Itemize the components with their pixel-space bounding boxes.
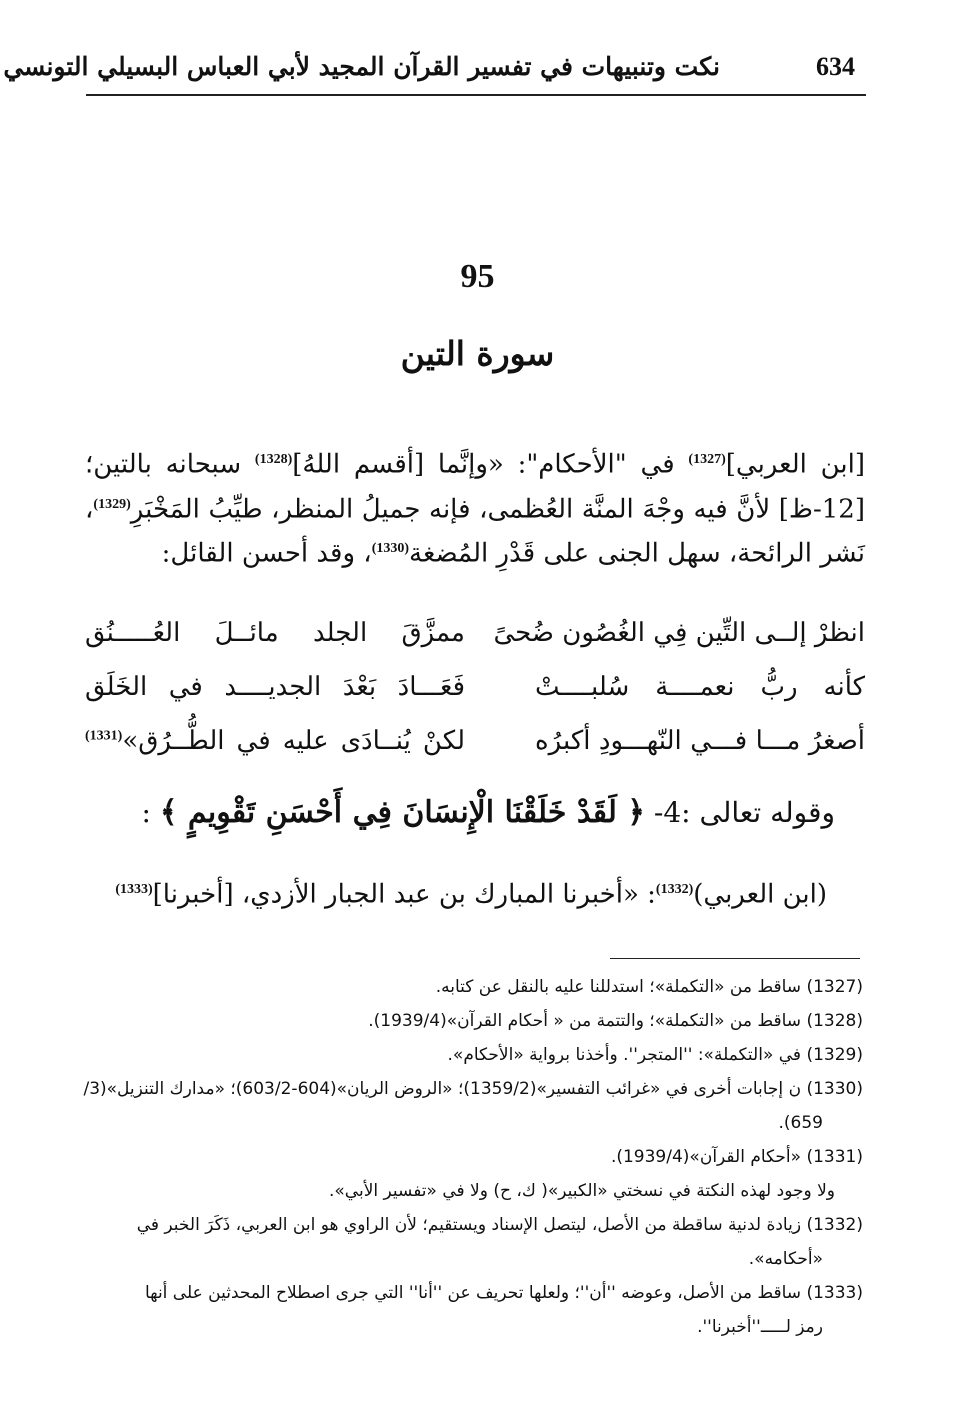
footnote-ref[interactable]: (1327) <box>688 452 726 467</box>
footnote: (1327) ساقط من «التكملة»؛ استدللنا عليه بالنقل عن كتابه. <box>435 977 863 997</box>
section-number: 95 <box>460 258 495 295</box>
poem-verse <box>85 726 865 768</box>
verse-first-half: أصغرُ مـــا فـــي النّهـــودِ أكبرُه <box>535 726 865 756</box>
paragraph-line: [12-ظ] لأنَّ فيه وجْهَ المنَّة العُظمى، فإنه جميلُ المنظر، طيِّبُ المَخْبَرِ$^{(1329)}$، <box>85 494 865 525</box>
footnote-ref[interactable]: (1328) <box>254 452 293 467</box>
footnote-continuation: رمز لـــــ''أخبرنا''. <box>697 1317 823 1337</box>
paragraph-line: (ابن العربي)$^{(1332)}$: «أخبرنا المبارك بن عبد الجبار الأزدي، [أخبرنا]$^{(1333)}$ <box>115 879 827 910</box>
footnote: (1328) ساقط من «التكملة»؛ والتتمة من « أحكام القرآن»(1939/4). <box>368 1011 863 1031</box>
ayah-text: ﴿ لَقَدْ خَلَقْنَا الْإِنسَانَ فِي أَحْسَنِ تَقْوِيمٍ ﴾ <box>159 795 645 830</box>
verse-second-half: فَعَـــادَ بَعْدَ الجديــــد في الخَلَق <box>85 672 465 702</box>
footnote: (1331) «أحكام القرآن»(1939/4). <box>610 1147 863 1167</box>
footnote: (1330) ن إجابات أخرى في «غرائب التفسير»(1359/2)؛ «الروض الريان»(604-603/2)؛ «مدارك التنزيل»(3/ <box>83 1079 863 1099</box>
verse-second-half: ممزَّقَ الجلد مائــلَ العُـــــنُق <box>85 618 465 648</box>
verse-intro: وقوله تعالى :4- <box>653 796 835 829</box>
footnote-continuation: 659). <box>778 1113 823 1133</box>
footnote-ref[interactable]: (1330) <box>371 541 410 557</box>
running-title: نكت وتنبيهات في تفسير القرآن المجيد لأبي العباس البسيلي التونسي <box>3 52 720 81</box>
footnote-divider <box>610 958 860 959</box>
footnote-ref[interactable]: (1333) <box>115 882 153 897</box>
verse-second-half: لكنْ يُنــادَى عليه في الطُّــرُق»$^{(1331)}$ <box>85 726 465 756</box>
verse-first-half: كأنه ربُّ نعمــــة سُلبــــتْ <box>535 672 865 702</box>
narration-paragraph <box>85 870 827 915</box>
quran-verse-line: وقوله تعالى :4- ﴿ لَقَدْ خَلَقْنَا الْإِنسَانَ فِي أَحْسَنِ تَقْوِيمٍ ﴾ : <box>141 795 835 830</box>
paragraph-line: [ابن العربي]$^{(1327)}$ في "الأحكام": «وإنَّما [أقسم اللهُ]$^{(1328)}$ سبحانه بالتين؛ <box>85 449 866 480</box>
poem-verse <box>85 672 865 714</box>
page-number: 634 <box>816 52 855 81</box>
verse-first-half: انظرْ إلــى التِّين فِي الغُصُون ضُحىً <box>493 618 865 648</box>
footnote-continuation: «أحكامه». <box>748 1249 823 1269</box>
footnote-ref[interactable]: (1329) <box>93 496 131 512</box>
paragraph-line: نَشر الرائحة، سهل الجنى على قَدْرِ المُضغة$^{(1330)}$، وقد أحسن القائل: <box>161 538 865 569</box>
footnote-ref[interactable]: (1332) <box>655 882 694 897</box>
footnote: (1332) زيادة لدنية ساقطة من الأصل، ليتصل الإسناد ويستقيم؛ لأن الراوي هو ابن العربي، ذَكَرَ الخبر في <box>136 1215 863 1235</box>
footnotes <box>83 970 863 1344</box>
section-title: سورة التين <box>400 334 555 373</box>
intro-paragraph <box>85 440 865 574</box>
footnote: (1333) ساقط من الأصل، وعوضه ''أن''؛ ولعلها تحريف عن ''أنا'' التي جرى اصطلاح المحدثين على أنها <box>144 1283 863 1303</box>
header-divider <box>86 94 866 96</box>
footnote-ref[interactable]: (1331) <box>85 728 123 744</box>
footnote: (1329) في «التكملة»: ''المتجر''. وأخذنا برواية «الأحكام». <box>447 1045 863 1065</box>
poem-verse <box>85 618 865 660</box>
footnote-note: ولا وجود لهذه النكتة في نسختي «الكبير»( ك، ح) ولا في «تفسير الأبي». <box>329 1181 835 1201</box>
